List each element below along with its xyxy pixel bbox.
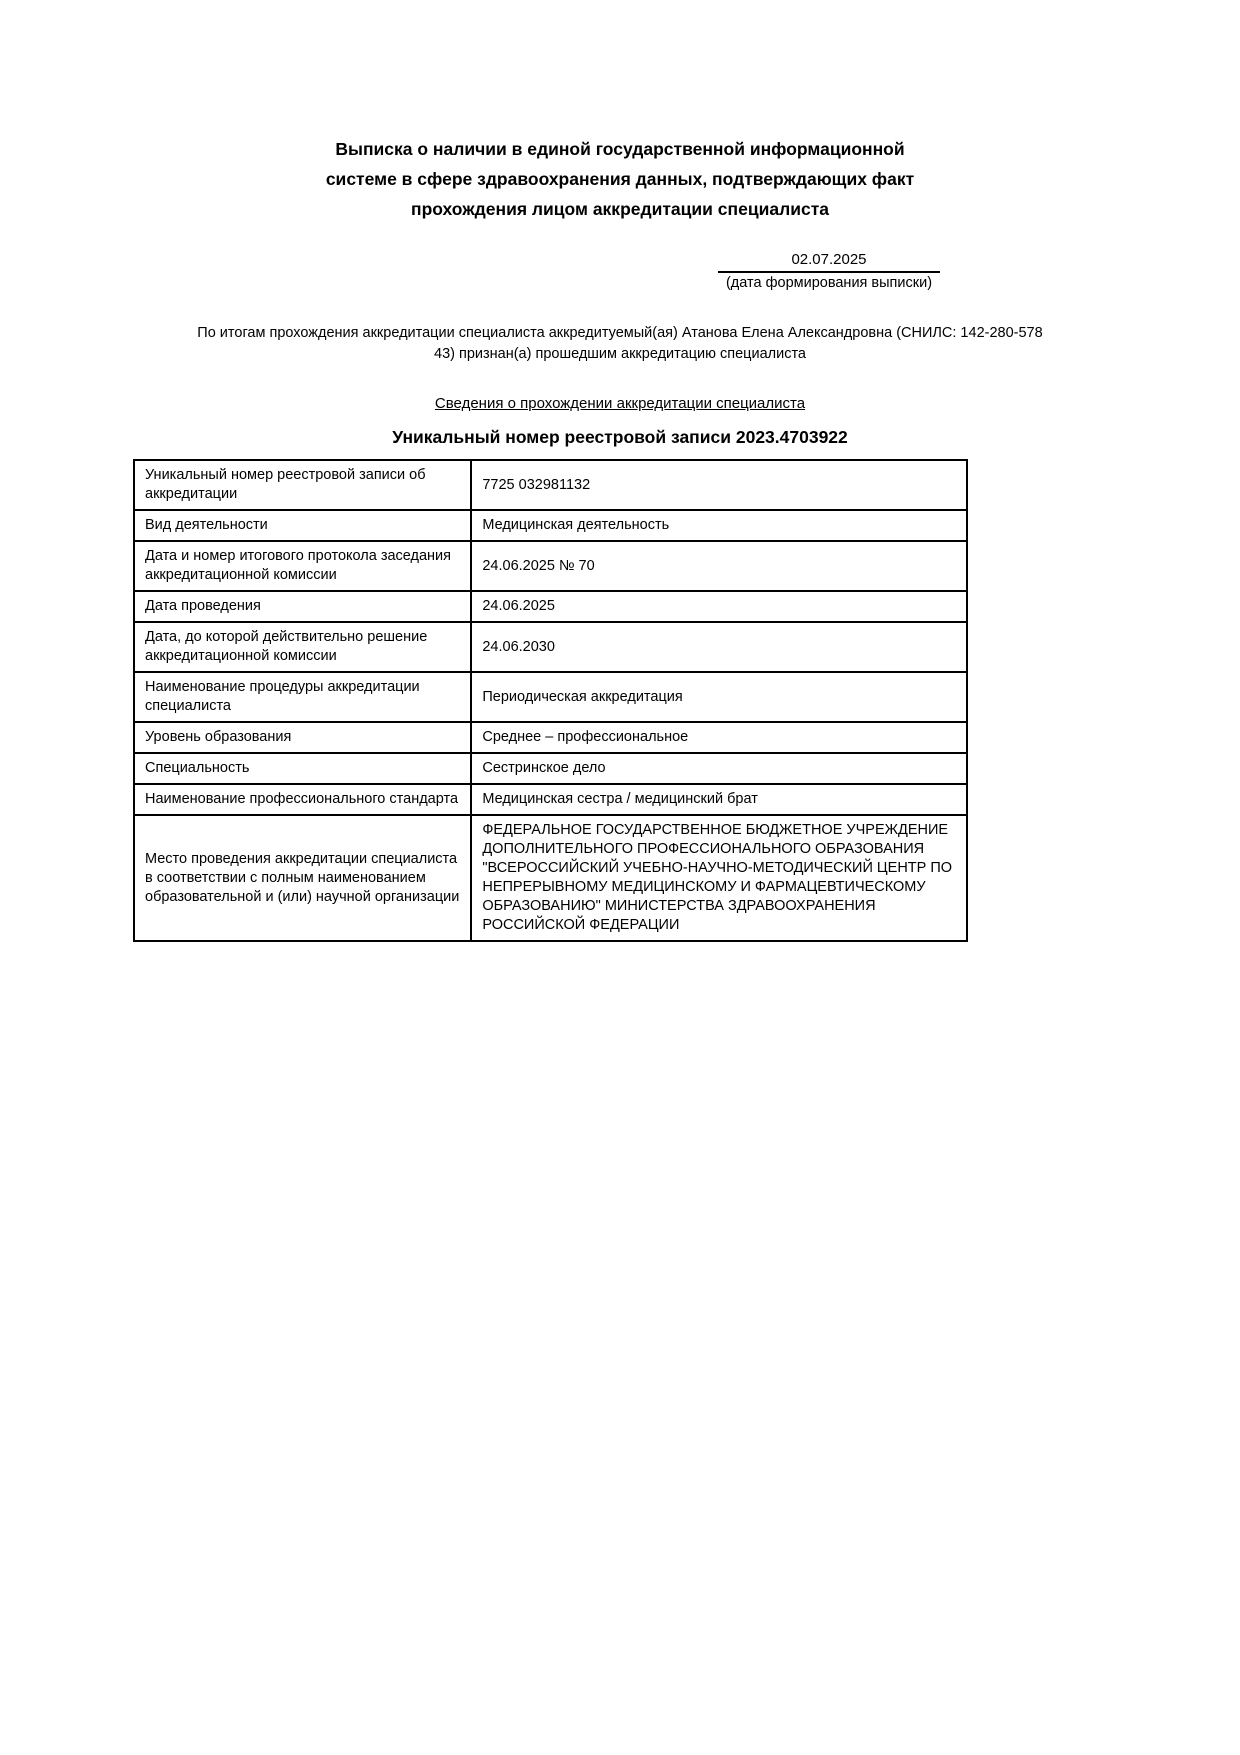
document-title-line: Выписка о наличии в единой государственной информационной [335,139,905,159]
table-row [134,460,967,510]
row-label: Дата и номер итогового протокола заседания аккредитационной комиссии [134,541,471,591]
table-row [134,541,967,591]
intro-line: По итогам прохождения аккредитации специалиста аккредитуемый(ая) Атанова Елена Александровна (СНИЛС: 142-280-578 [197,325,1043,341]
row-value: 7725 032981132 [471,460,967,510]
row-value: 24.06.2025 [471,591,967,622]
row-value: ФЕДЕРАЛЬНОЕ ГОСУДАРСТВЕННОЕ БЮДЖЕТНОЕ УЧРЕЖДЕНИЕ ДОПОЛНИТЕЛЬНОГО ПРОФЕССИОНАЛЬНОГО ОБРАЗОВАНИЯ "ВСЕРОССИЙСКИЙ УЧЕБНО-НАУЧНО-МЕТОДИЧЕСКИЙ ЦЕНТР ПО НЕПРЕРЫВНОМУ МЕДИЦИНСКОМУ И ФАРМАЦЕВТИЧЕСКОМУ ОБРАЗОВАНИЮ" МИНИСТЕРСТВА ЗДРАВООХРАНЕНИЯ РОССИЙСКОЙ ФЕДЕРАЦИИ [471,815,967,941]
row-label: Место проведения аккредитации специалиста в соответствии с полным наименованием образовательной и (или) научной организации [134,815,471,941]
table-row [134,753,967,784]
accreditation-table-body [134,460,967,941]
row-label: Уникальный номер реестровой записи об аккредитации [134,460,471,510]
row-value: Медицинская деятельность [471,510,967,541]
row-label: Специальность [134,753,471,784]
section-heading: Сведения о прохождении аккредитации специалиста [434,395,806,412]
row-label: Дата, до которой действительно решение аккредитационной комиссии [134,622,471,672]
document-title-line: прохождения лицом аккредитации специалиста [411,199,829,219]
table-row [134,722,967,753]
document-title [133,134,1107,224]
table-row [134,672,967,722]
row-label: Наименование профессионального стандарта [134,784,471,815]
row-value: Сестринское дело [471,753,967,784]
registry-number-heading: Уникальный номер реестровой записи 2023.4703922 [392,427,848,447]
row-label: Дата проведения [134,591,471,622]
intro-paragraph [133,323,1107,365]
table-row [134,591,967,622]
accreditation-table [133,459,968,942]
row-value: 24.06.2025 № 70 [471,541,967,591]
row-label: Вид деятельности [134,510,471,541]
intro-line: 43) признан(а) прошедшим аккредитацию специалиста [434,346,806,362]
row-value: Периодическая аккредитация [471,672,967,722]
row-label: Наименование процедуры аккредитации специалиста [134,672,471,722]
issue-date: 02.07.2025 [718,251,940,273]
row-value: 24.06.2030 [471,622,967,672]
table-row [134,510,967,541]
table-row [134,784,967,815]
row-value: Среднее – профессиональное [471,722,967,753]
row-label: Уровень образования [134,722,471,753]
table-row [134,622,967,672]
issue-date-caption: (дата формирования выписки) [725,275,933,291]
document-title-line: системе в сфере здравоохранения данных, подтверждающих факт [325,169,915,189]
issue-date-block [718,251,940,292]
row-value: Медицинская сестра / медицинский брат [471,784,967,815]
table-row [134,815,967,941]
